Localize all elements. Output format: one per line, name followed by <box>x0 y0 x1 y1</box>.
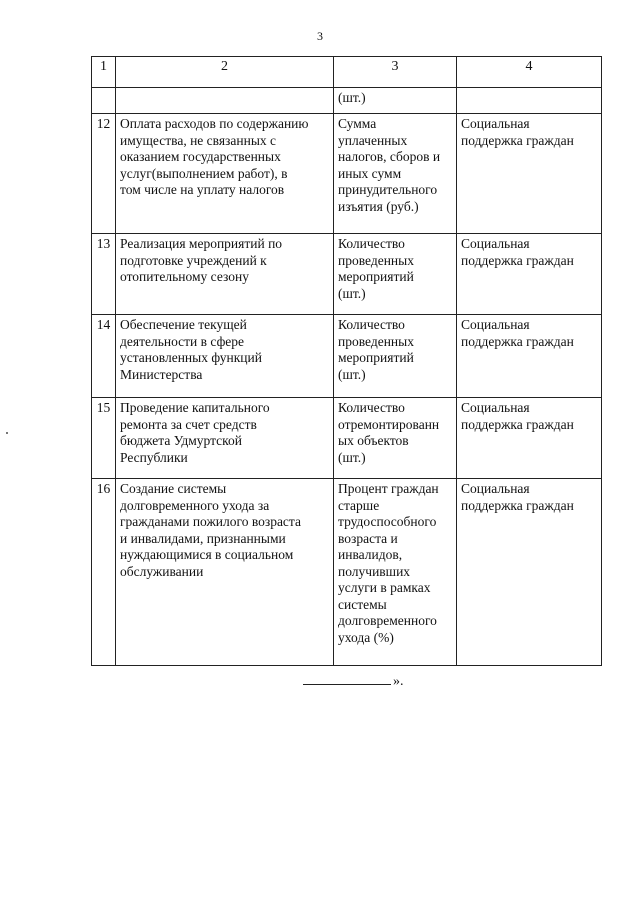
indicator-cell: (шт.) <box>334 88 457 114</box>
table-row <box>92 315 602 398</box>
row-number: 12 <box>92 114 116 234</box>
table-row <box>92 479 602 666</box>
row-number <box>92 88 116 114</box>
header-col-3: 3 <box>334 57 457 88</box>
row-number: 14 <box>92 315 116 398</box>
page-number: 3 <box>317 29 323 43</box>
indicator-cell: Сумма уплаченных налогов, сборов и иных сумм принудительного изъятия (руб.) <box>334 114 457 234</box>
table-row <box>92 234 602 315</box>
header-col-4: 4 <box>457 57 602 88</box>
table-header-row <box>92 57 602 88</box>
scan-speck <box>6 432 8 434</box>
measure-cell: Обеспечение текущей деятельности в сфере установленных функций Министерства <box>116 315 334 398</box>
table-row-continuation <box>92 88 602 114</box>
row-number: 13 <box>92 234 116 315</box>
indicator-cell: Количество проведенных мероприятий (шт.) <box>334 315 457 398</box>
program-cell: Социальная поддержка граждан <box>457 234 602 315</box>
measure-cell: Создание системы долговременного ухода за гражданами пожилого возраста и инвалидами, признанными нуждающимися в социальном обслуживании <box>116 479 334 666</box>
header-col-2: 2 <box>116 57 334 88</box>
measure-cell: Проведение капитального ремонта за счет средств бюджета Удмуртской Республики <box>116 398 334 479</box>
measure-cell: Оплата расходов по содержанию имущества, не связанных с оказанием государственных услуг(выполнением работ), в том числе на уплату налогов <box>116 114 334 234</box>
header-col-1: 1 <box>92 57 116 88</box>
measure-cell <box>116 88 334 114</box>
indicator-cell: Процент граждан старше трудоспособного возраста и инвалидов, получивших услуги в рамках системы долговременного ухода (%) <box>334 479 457 666</box>
program-cell: Социальная поддержка граждан <box>457 114 602 234</box>
indicator-cell: Количество отремонтированн ых объектов (шт.) <box>334 398 457 479</box>
measure-cell: Реализация мероприятий по подготовке учреждений к отопительному сезону <box>116 234 334 315</box>
row-number: 15 <box>92 398 116 479</box>
program-cell: Социальная поддержка граждан <box>457 315 602 398</box>
program-cell: Социальная поддержка граждан <box>457 398 602 479</box>
indicator-cell: Количество проведенных мероприятий (шт.) <box>334 234 457 315</box>
closing-quote: ». <box>393 674 404 689</box>
program-cell: Социальная поддержка граждан <box>457 479 602 666</box>
closing-underline <box>303 672 391 685</box>
row-number: 16 <box>92 479 116 666</box>
program-table <box>91 56 602 666</box>
program-cell <box>457 88 602 114</box>
closing-mark <box>303 672 404 690</box>
table-row <box>92 398 602 479</box>
table-row <box>92 114 602 234</box>
